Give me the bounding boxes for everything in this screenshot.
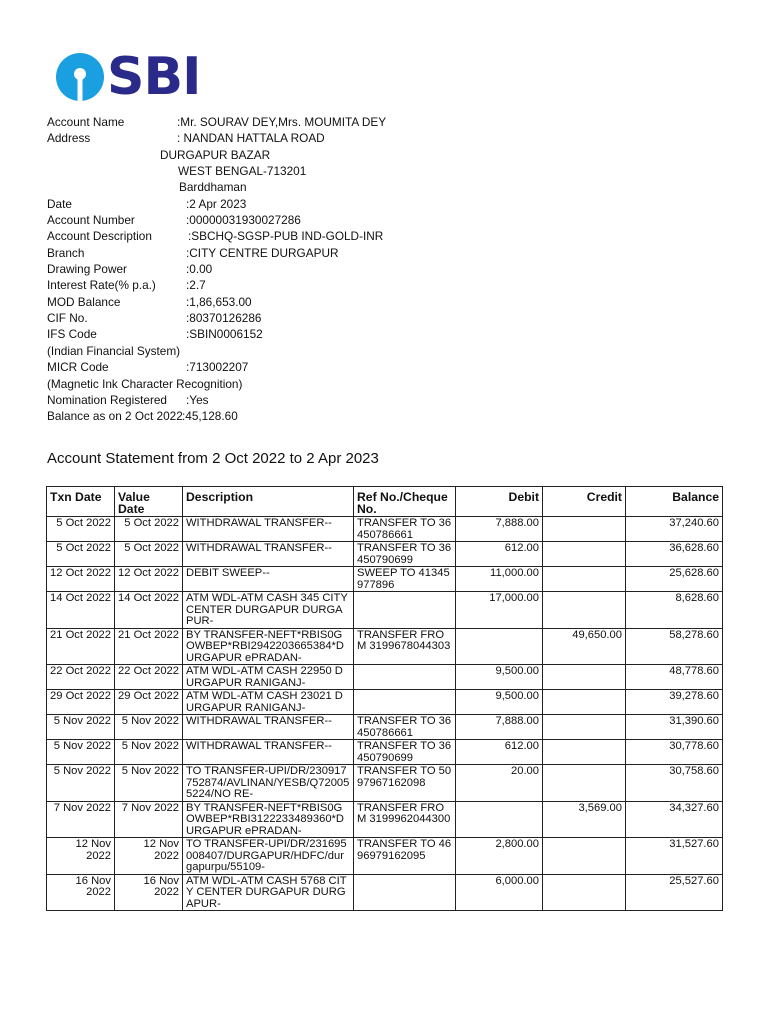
cell-value-date: 12 Nov 2022	[115, 838, 183, 875]
cell-txn-date: 5 Oct 2022	[47, 542, 115, 567]
address-label: Address	[47, 131, 91, 146]
cell-description: TO TRANSFER-UPI/DR/230917752874/AVLINAN/YESB/Q720055224/NO RE-	[183, 765, 354, 802]
cell-value-date: 5 Oct 2022	[115, 542, 183, 567]
ifs-code-label: IFS Code	[47, 327, 97, 342]
ifs-note: (Indian Financial System)	[47, 343, 181, 358]
cell-description: WITHDRAWAL TRANSFER--	[183, 542, 354, 567]
nomination-label: Nomination Registered	[47, 392, 167, 407]
cell-description: TO TRANSFER-UPI/DR/231695008407/DURGAPUR/HDFC/durgapurpu/55109-	[183, 838, 354, 875]
cell-debit: 7,888.00	[456, 517, 543, 542]
sbi-logo	[55, 47, 201, 107]
cell-debit: 17,000.00	[456, 592, 543, 629]
opening-balance-label: Balance as on 2 Oct 2022	[47, 409, 183, 424]
address-line-2: DURGAPUR BAZAR	[160, 147, 271, 162]
cell-debit: 612.00	[456, 542, 543, 567]
cif-label: CIF No.	[47, 311, 88, 326]
cell-txn-date: 5 Nov 2022	[47, 715, 115, 740]
cell-txn-date: 7 Nov 2022	[47, 801, 115, 838]
cell-credit	[543, 592, 626, 629]
cell-balance: 30,758.60	[626, 765, 723, 802]
cell-debit: 7,888.00	[456, 715, 543, 740]
table-header-row	[47, 487, 723, 517]
cell-txn-date: 5 Oct 2022	[47, 517, 115, 542]
cell-description: ATM WDL-ATM CASH 23021 DURGAPUR RANIGANJ-	[183, 690, 354, 715]
cell-debit: 6,000.00	[456, 874, 543, 911]
cell-txn-date: 14 Oct 2022	[47, 592, 115, 629]
table-row	[47, 665, 723, 690]
cell-ref	[354, 665, 456, 690]
cell-value-date: 5 Nov 2022	[115, 740, 183, 765]
cell-credit	[543, 715, 626, 740]
cell-txn-date: 5 Nov 2022	[47, 740, 115, 765]
cell-value-date: 21 Oct 2022	[115, 628, 183, 665]
cell-description: DEBIT SWEEP--	[183, 567, 354, 592]
cell-ref: TRANSFER TO 36450790699	[354, 740, 456, 765]
cell-debit	[456, 628, 543, 665]
cell-credit	[543, 838, 626, 875]
cell-ref	[354, 874, 456, 911]
transactions-table	[46, 486, 723, 911]
col-header-ref: Ref No./Cheque No.	[354, 487, 456, 517]
col-header-value-date: Value Date	[115, 487, 183, 517]
cell-credit	[543, 740, 626, 765]
mod-balance-label: MOD Balance	[47, 294, 121, 309]
cell-txn-date: 21 Oct 2022	[47, 628, 115, 665]
cell-credit	[543, 665, 626, 690]
cell-credit: 49,650.00	[543, 628, 626, 665]
mod-balance-value: :1,86,653.00	[186, 294, 252, 309]
table-row	[47, 838, 723, 875]
col-header-balance: Balance	[626, 487, 723, 517]
cell-txn-date: 16 Nov 2022	[47, 874, 115, 911]
ifs-code-value: :SBIN0006152	[186, 327, 263, 342]
cell-txn-date: 29 Oct 2022	[47, 690, 115, 715]
cell-ref	[354, 592, 456, 629]
cell-credit	[543, 690, 626, 715]
account-description-value: :SBCHQ-SGSP-PUB IND-GOLD-INR	[188, 229, 384, 244]
cell-debit: 2,800.00	[456, 838, 543, 875]
cell-balance: 36,628.60	[626, 542, 723, 567]
cell-ref: SWEEP TO 41345977896	[354, 567, 456, 592]
cell-txn-date: 22 Oct 2022	[47, 665, 115, 690]
cell-debit: 612.00	[456, 740, 543, 765]
cell-value-date: 7 Nov 2022	[115, 801, 183, 838]
cell-debit	[456, 801, 543, 838]
table-row	[47, 517, 723, 542]
cell-balance: 37,240.60	[626, 517, 723, 542]
micr-code-label: MICR Code	[47, 360, 109, 375]
address-line-4: Barddhaman	[179, 180, 247, 195]
cell-ref: TRANSFER TO 36450790699	[354, 542, 456, 567]
cell-ref: TRANSFER TO 36450786661	[354, 517, 456, 542]
table-row	[47, 874, 723, 911]
cell-credit	[543, 874, 626, 911]
col-header-description: Description	[183, 487, 354, 517]
cell-txn-date: 5 Nov 2022	[47, 765, 115, 802]
cell-balance: 8,628.60	[626, 592, 723, 629]
cell-description: ATM WDL-ATM CASH 345 CITY CENTER DURGAPUR DURGAPUR-	[183, 592, 354, 629]
cell-balance: 34,327.60	[626, 801, 723, 838]
cell-description: WITHDRAWAL TRANSFER--	[183, 715, 354, 740]
cell-value-date: 12 Oct 2022	[115, 567, 183, 592]
interest-rate-value: :2.7	[186, 278, 206, 293]
col-header-debit: Debit	[456, 487, 543, 517]
account-description-label: Account Description	[47, 229, 152, 244]
cell-ref: TRANSFER TO 36450786661	[354, 715, 456, 740]
cell-description: ATM WDL-ATM CASH 22950 DURGAPUR RANIGANJ-	[183, 665, 354, 690]
cell-description: BY TRANSFER-NEFT*RBIS0GOWBEP*RBI2942203665384*DURGAPUR ePRADAN-	[183, 628, 354, 665]
cell-value-date: 16 Nov 2022	[115, 874, 183, 911]
cell-value-date: 5 Oct 2022	[115, 517, 183, 542]
statement-title: Account Statement from 2 Oct 2022 to 2 Apr 2023	[47, 450, 379, 467]
nomination-value: :Yes	[186, 392, 209, 407]
sbi-logo-text: SBI	[107, 47, 201, 107]
date-value: :2 Apr 2023	[186, 196, 247, 211]
cell-credit	[543, 765, 626, 802]
cell-balance: 58,278.60	[626, 628, 723, 665]
col-header-txn-date: Txn Date	[47, 487, 115, 517]
cif-value: :80370126286	[186, 311, 262, 326]
cell-balance: 31,390.60	[626, 715, 723, 740]
drawing-power-value: :0.00	[186, 262, 213, 277]
cell-description: ATM WDL-ATM CASH 5768 CITY CENTER DURGAPUR DURGAPUR-	[183, 874, 354, 911]
table-row	[47, 567, 723, 592]
table-row	[47, 801, 723, 838]
micr-code-value: :713002207	[186, 360, 249, 375]
branch-value: :CITY CENTRE DURGAPUR	[186, 245, 339, 260]
cell-credit	[543, 567, 626, 592]
cell-debit: 11,000.00	[456, 567, 543, 592]
cell-ref: TRANSFER TO 5097967162098	[354, 765, 456, 802]
cell-balance: 39,278.60	[626, 690, 723, 715]
cell-ref: TRANSFER TO 4696979162095	[354, 838, 456, 875]
cell-value-date: 5 Nov 2022	[115, 765, 183, 802]
opening-balance-value: :45,128.60	[182, 409, 238, 424]
cell-value-date: 22 Oct 2022	[115, 665, 183, 690]
account-number-value: :00000031930027286	[186, 213, 301, 228]
table-body	[47, 517, 723, 911]
cell-debit: 20.00	[456, 765, 543, 802]
cell-balance: 48,778.60	[626, 665, 723, 690]
cell-value-date: 14 Oct 2022	[115, 592, 183, 629]
cell-description: BY TRANSFER-NEFT*RBIS0GOWBEP*RBI3122233489360*DURGAPUR ePRADAN-	[183, 801, 354, 838]
cell-debit: 9,500.00	[456, 690, 543, 715]
address-line-3: WEST BENGAL-713201	[178, 164, 307, 179]
table-row	[47, 765, 723, 802]
table-row	[47, 690, 723, 715]
table-row	[47, 592, 723, 629]
cell-description: WITHDRAWAL TRANSFER--	[183, 740, 354, 765]
cell-ref: TRANSFER FROM 3199678044303	[354, 628, 456, 665]
cell-debit: 9,500.00	[456, 665, 543, 690]
cell-txn-date: 12 Nov 2022	[47, 838, 115, 875]
branch-label: Branch	[47, 245, 85, 260]
account-number-label: Account Number	[47, 213, 135, 228]
address-line-1: : NANDAN HATTALA ROAD	[177, 131, 325, 146]
cell-credit: 3,569.00	[543, 801, 626, 838]
account-name-label: Account Name	[47, 115, 125, 129]
table-row	[47, 740, 723, 765]
account-name-value: :Mr. SOURAV DEY,Mrs. MOUMITA DEY	[177, 115, 387, 129]
cell-credit	[543, 542, 626, 567]
cell-value-date: 29 Oct 2022	[115, 690, 183, 715]
col-header-credit: Credit	[543, 487, 626, 517]
cell-credit	[543, 517, 626, 542]
sbi-logo-icon	[55, 52, 105, 102]
cell-ref	[354, 690, 456, 715]
date-label: Date	[47, 196, 72, 211]
cell-ref: TRANSFER FROM 3199962044300	[354, 801, 456, 838]
cell-balance: 25,628.60	[626, 567, 723, 592]
cell-balance: 30,778.60	[626, 740, 723, 765]
interest-rate-label: Interest Rate(% p.a.)	[47, 278, 156, 293]
micr-note: (Magnetic Ink Character Recognition)	[47, 376, 243, 391]
cell-value-date: 5 Nov 2022	[115, 715, 183, 740]
cell-balance: 25,527.60	[626, 874, 723, 911]
drawing-power-label: Drawing Power	[47, 262, 127, 277]
table-row	[47, 628, 723, 665]
cell-balance: 31,527.60	[626, 838, 723, 875]
cell-description: WITHDRAWAL TRANSFER--	[183, 517, 354, 542]
table-row	[47, 542, 723, 567]
table-row	[47, 715, 723, 740]
cell-txn-date: 12 Oct 2022	[47, 567, 115, 592]
